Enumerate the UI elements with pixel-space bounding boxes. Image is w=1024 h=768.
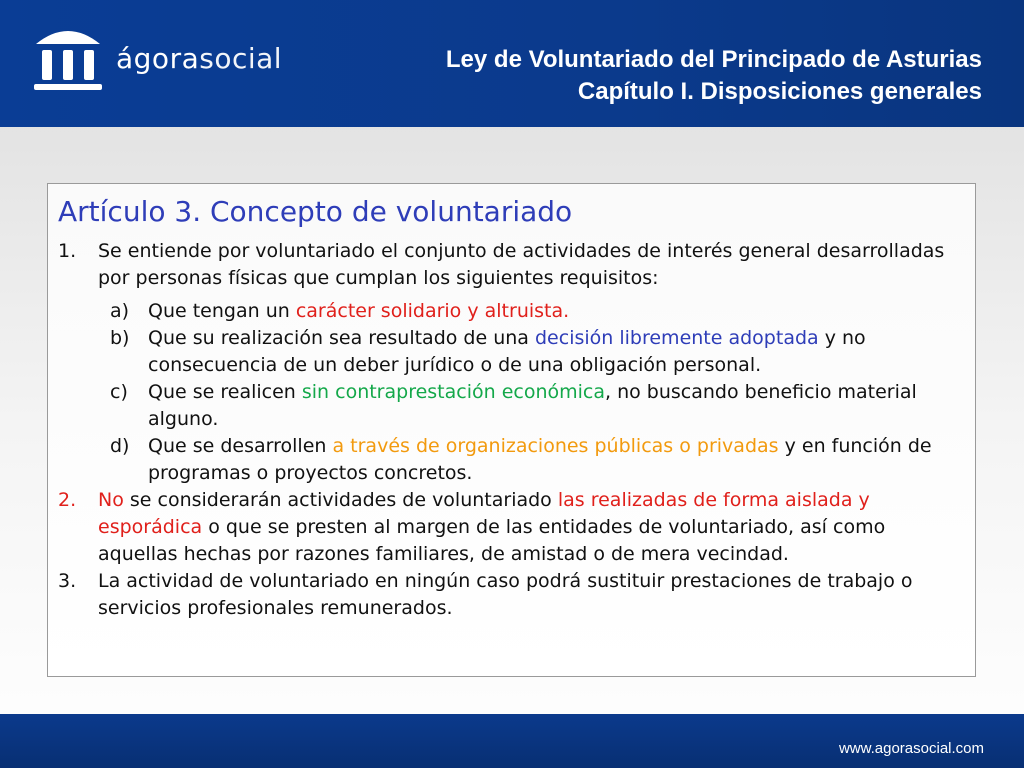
logo-wordmark: ágorasocial xyxy=(116,42,283,75)
slide-header-title xyxy=(446,44,982,108)
sublist-text-post: , no buscando beneficio material alguno. xyxy=(148,381,917,430)
highlight-green: sin contraprestación económica xyxy=(301,381,606,403)
list-item-text: La actividad de voluntariado en ningún caso podrá sustituir prestaciones de trabajo o servicios profesionales remunerados. xyxy=(98,570,913,619)
highlight-blue: decisión libremente adoptada xyxy=(535,327,819,349)
header-title-line1: Ley de Voluntariado del Principado de Asturias xyxy=(445,46,982,73)
sublist-text-post: y en función de programas o proyectos concretos. xyxy=(148,435,932,484)
list-item-3 xyxy=(58,568,959,622)
sublist-letter: b) xyxy=(110,327,130,349)
footer-website-url[interactable]: www.agorasocial.com xyxy=(838,740,984,757)
highlight-red: carácter solidario y altruista. xyxy=(295,300,570,322)
sublist-letter: a) xyxy=(110,300,130,322)
agorasocial-logo xyxy=(28,20,288,95)
footer-bar xyxy=(0,714,1024,768)
list-item-text: se considerarán actividades de voluntariado xyxy=(123,489,558,511)
sublist-item-b xyxy=(58,325,959,379)
sublist-letter: d) xyxy=(110,435,130,457)
header-title-line2: Capítulo I. Disposiciones generales xyxy=(577,78,982,105)
article-content-box xyxy=(47,183,976,677)
list-item-text: Se entiende por voluntariado el conjunto de actividades de interés general desarrolladas por personas físicas que cumplan los siguientes requisitos: xyxy=(98,240,945,289)
sublist-text-post: y no consecuencia de un deber jurídico o de una obligación personal. xyxy=(148,327,866,376)
sublist-item-c xyxy=(58,379,959,433)
highlight-red: las realizadas de forma aislada y esporádica xyxy=(98,489,870,538)
sublist-text: Que se desarrollen xyxy=(148,435,333,457)
columns-building-icon xyxy=(28,20,108,92)
highlight-orange: a través de organizaciones públicas o privadas xyxy=(332,435,779,457)
list-item-text-post: o que se presten al margen de las entidades de voluntariado, así como aquellas hechas por razones familiares, de amistad o de mera vecindad. xyxy=(98,516,886,565)
header-bar xyxy=(0,0,1024,127)
list-item-1 xyxy=(58,238,959,292)
sublist-text: Que su realización sea resultado de una xyxy=(148,327,535,349)
sublist-item-a xyxy=(58,298,959,325)
sublist-text: Que se realicen xyxy=(148,381,302,403)
sublist-text: Que tengan un xyxy=(148,300,296,322)
sublist-item-d xyxy=(58,433,959,487)
list-number: 3. xyxy=(58,570,77,592)
list-number: 1. xyxy=(58,240,77,262)
highlight-red: No xyxy=(98,489,124,511)
list-item-2 xyxy=(58,487,959,568)
list-number: 2. xyxy=(58,489,77,511)
article-title: Artículo 3. Concepto de voluntariado xyxy=(58,195,573,228)
sublist-letter: c) xyxy=(110,381,128,403)
